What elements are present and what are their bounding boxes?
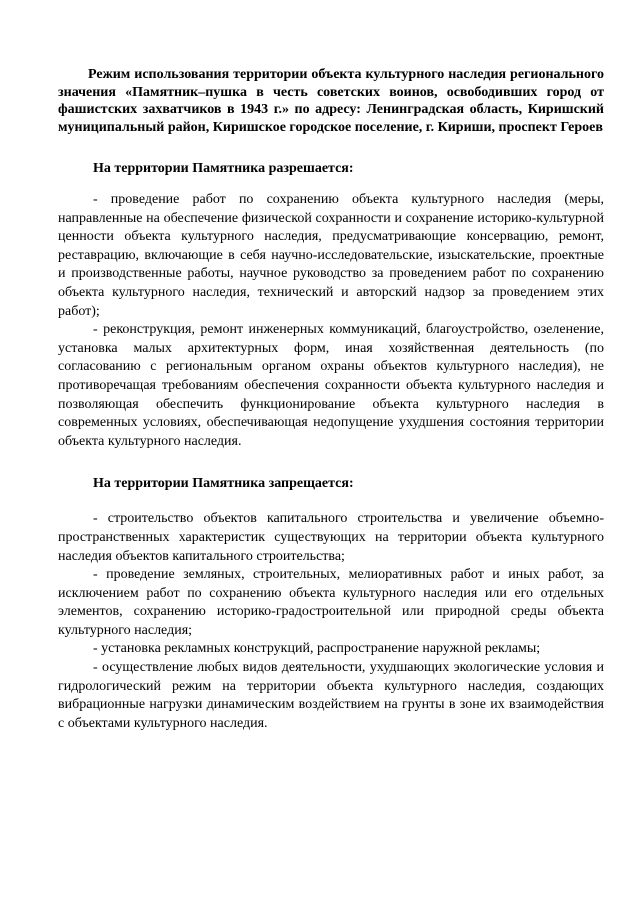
list-item: - установка рекламных конструкций, распространение наружной рекламы;: [93, 641, 541, 657]
document-page: [58, 66, 604, 733]
document-title: Режим использования территории объекта культурного наследия регионального значения «Памятник–пушка в честь советских воинов, освободивших город от фашистских захватчиков в 1943 г.» по адресу: Ленинградская область, Киришский муниципальный район, Киришское городское поселение, г. Кириши, проспект Героев: [58, 67, 604, 135]
list-item: - проведение земляных, строительных, мелиоративных работ и иных работ, за исключением работ по сохранению объекта культурного наследия или его отдельных элементов, сохранению историко-градостроительной или природной среды объекта культурного наследия;: [58, 567, 604, 638]
list-item: - реконструкция, ремонт инженерных коммуникаций, благоустройство, озеленение, установка малых архитектурных форм, иная хозяйственная деятельность (по согласованию с региональным органом охраны объектов культурного наследия), не противоречащая требованиям обеспечения сохранности объекта культурного наследия и позволяющая обеспечить функционирование объекта культурного наследия в современных условиях, обеспечивающая недопущение ухудшения состояния территории объекта культурного наследия.: [58, 322, 604, 449]
forbidden-heading: На территории Памятника запрещается:: [93, 476, 354, 492]
list-item: - строительство объектов капитального строительства и увеличение объемно-пространственных характеристик существующих на территории объекта культурного наследия объектов капитального строительства;: [58, 511, 604, 564]
list-item: - проведение работ по сохранению объекта культурного наследия (меры, направленные на обеспечение физической сохранности и сохранение историко-культурной ценности объекта культурного наследия, предусматривающие консервацию, ремонт, реставрацию, включающие в себя научно-исследовательские, изыскательские, проектные и производственные работы, научное руководство за проведением работ по сохранению объекта культурного наследия, технический и авторский надзор за проведением этих работ);: [58, 192, 604, 319]
allowed-heading: На территории Памятника разрешается:: [93, 161, 354, 176]
forbidden-list: [58, 510, 604, 733]
list-item: - осуществление любых видов деятельности, ухудшающих экологические условия и гидрологический режим на территории объекта культурного наследия, создающих вибрационные нагрузки динамическим воздействием на грунты в зоне их взаимодействия с объектами культурного наследия.: [58, 660, 604, 731]
allowed-list: [58, 191, 604, 451]
